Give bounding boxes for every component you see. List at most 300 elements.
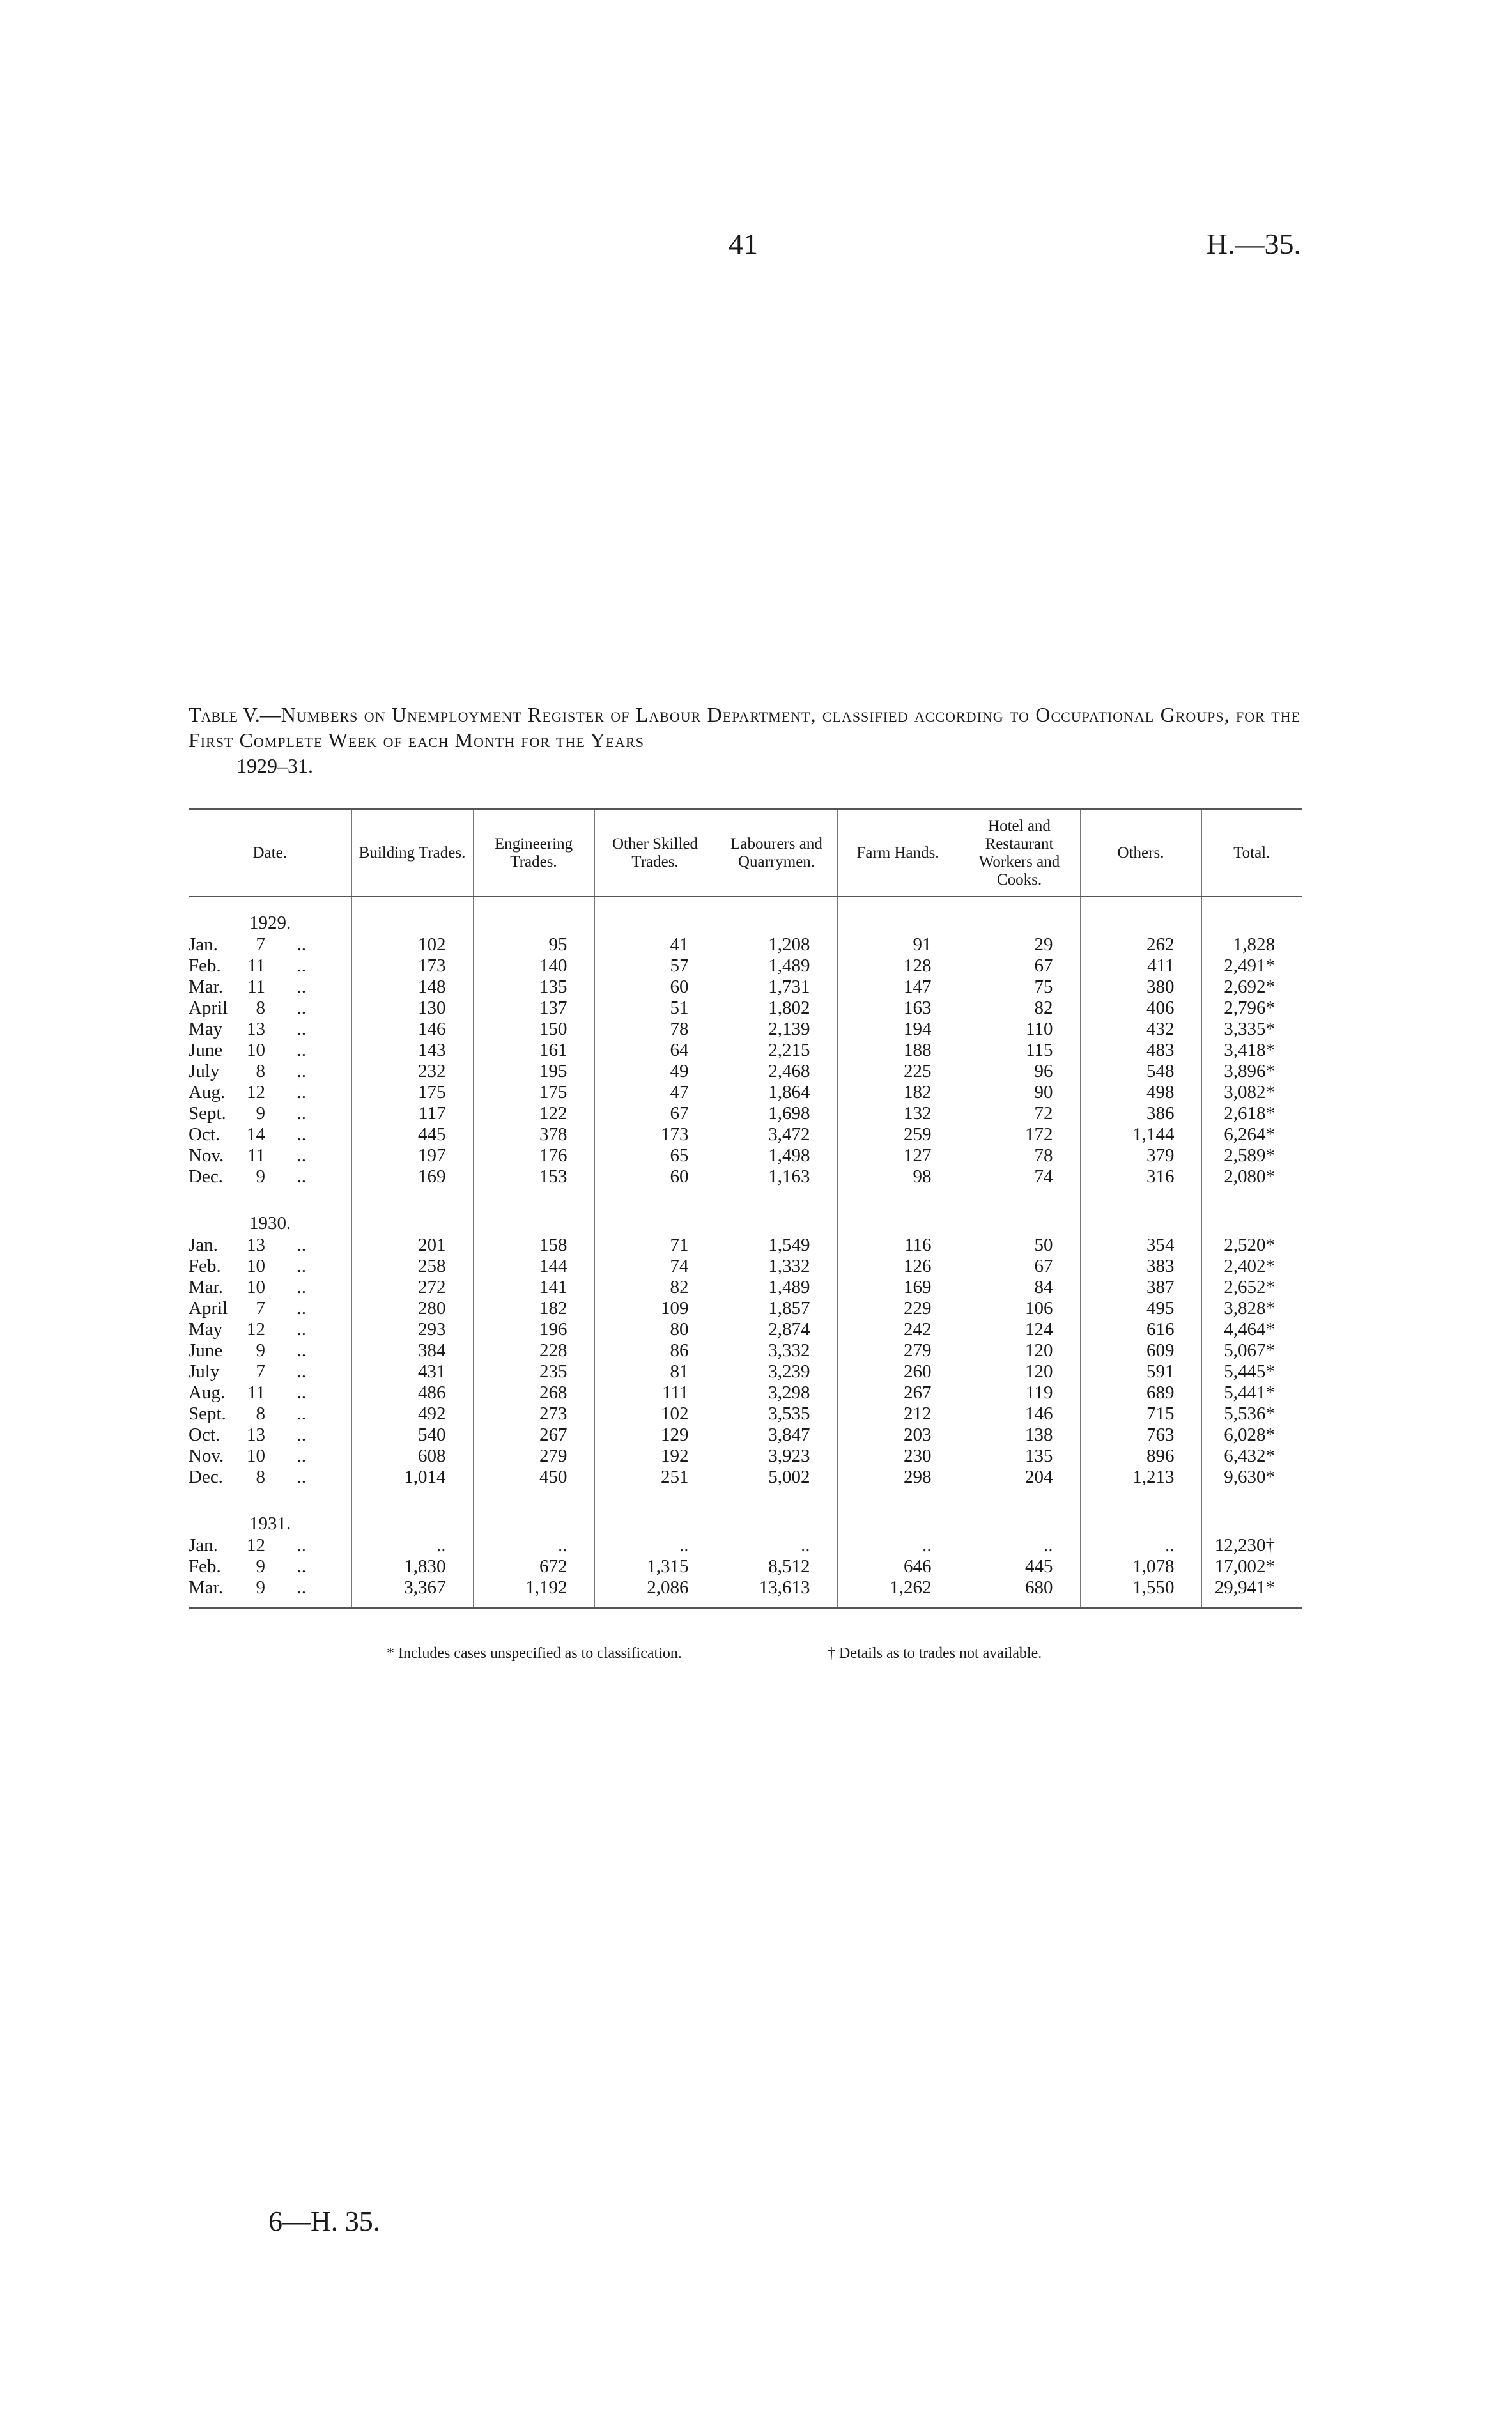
value-cell: 5,067*: [1201, 1340, 1302, 1361]
value-cell: 763: [1080, 1425, 1201, 1446]
value-cell: 212: [837, 1403, 959, 1425]
table-row: [189, 1577, 1302, 1608]
value-cell: 173: [594, 1124, 716, 1145]
month-label: Feb.: [189, 1556, 221, 1577]
value-cell: 176: [473, 1145, 594, 1166]
value-cell: 74: [959, 1166, 1080, 1187]
value-cell: 106: [959, 1298, 1080, 1319]
value-cell: 175: [473, 1082, 594, 1103]
value-cell: 2,874: [716, 1319, 837, 1340]
leader-dots: ..: [297, 1277, 306, 1297]
year-label: 1930.: [249, 1213, 291, 1233]
leader-dots: ..: [297, 1340, 306, 1361]
month-label: Dec.: [189, 1166, 223, 1187]
value-cell: 540: [351, 1425, 473, 1446]
value-cell: 163: [837, 998, 959, 1019]
value-cell: 260: [837, 1361, 959, 1382]
day-label: 11: [247, 977, 265, 997]
month-label: Feb.: [189, 1256, 221, 1276]
value-cell: 60: [594, 977, 716, 998]
value-cell: 1,498: [716, 1145, 837, 1166]
month-label: April: [189, 1298, 228, 1318]
table-row: [189, 1103, 1302, 1124]
value-cell: 144: [473, 1256, 594, 1277]
month-label: Nov.: [189, 1145, 224, 1166]
value-cell: 194: [837, 1019, 959, 1040]
day-label: 9: [256, 1577, 265, 1598]
value-cell: 90: [959, 1082, 1080, 1103]
value-cell: 5,002: [716, 1467, 837, 1488]
month-label: April: [189, 998, 228, 1018]
day-label: 9: [256, 1103, 265, 1124]
value-cell: 129: [594, 1425, 716, 1446]
value-cell: 57: [594, 955, 716, 977]
value-cell: 203: [837, 1425, 959, 1446]
value-cell: 8,512: [716, 1556, 837, 1577]
month-label: Jan.: [189, 1235, 218, 1255]
header-engineering-trades: Engineering Trades.: [473, 809, 594, 897]
value-cell: 192: [594, 1446, 716, 1467]
value-cell: 387: [1080, 1277, 1201, 1298]
year-row: [189, 906, 1302, 934]
value-cell: 1,489: [716, 955, 837, 977]
value-cell: 251: [594, 1467, 716, 1488]
value-cell: 2,692*: [1201, 977, 1302, 998]
leader-dots: ..: [297, 1298, 306, 1318]
value-cell: 450: [473, 1467, 594, 1488]
value-cell: 411: [1080, 955, 1201, 977]
leader-dots: ..: [297, 1103, 306, 1124]
month-label: Dec.: [189, 1467, 223, 1487]
value-cell: 548: [1080, 1061, 1201, 1082]
value-cell: 146: [351, 1019, 473, 1040]
date-cell: [189, 1040, 351, 1061]
day-label: 10: [247, 1040, 265, 1060]
value-cell: 259: [837, 1124, 959, 1145]
value-cell: 1,078: [1080, 1556, 1201, 1577]
value-cell: 6,264*: [1201, 1124, 1302, 1145]
value-cell: 135: [473, 977, 594, 998]
value-cell: 232: [351, 1061, 473, 1082]
year-label: 1929.: [249, 913, 291, 933]
value-cell: 230: [837, 1446, 959, 1467]
header-hotel-workers: Hotel and Restaurant Workers and Cooks.: [959, 809, 1080, 897]
value-cell: 140: [473, 955, 594, 977]
day-label: 7: [256, 1298, 265, 1318]
day-label: 11: [247, 1382, 265, 1403]
value-cell: 75: [959, 977, 1080, 998]
value-cell: 432: [1080, 1019, 1201, 1040]
leader-dots: ..: [297, 1040, 306, 1060]
date-cell: [189, 1535, 351, 1556]
table-row: [189, 1061, 1302, 1082]
value-cell: 82: [959, 998, 1080, 1019]
value-cell: 445: [959, 1556, 1080, 1577]
year-row: [189, 1207, 1302, 1235]
leader-dots: ..: [297, 1556, 306, 1577]
value-cell: 130: [351, 998, 473, 1019]
value-cell: ..: [473, 1535, 594, 1556]
value-cell: 273: [473, 1403, 594, 1425]
value-cell: 109: [594, 1298, 716, 1319]
table-row: [189, 1319, 1302, 1340]
day-label: 13: [247, 1019, 265, 1039]
value-cell: 3,332: [716, 1340, 837, 1361]
value-cell: 120: [959, 1340, 1080, 1361]
date-cell: [189, 1340, 351, 1361]
value-cell: 141: [473, 1277, 594, 1298]
leader-dots: ..: [297, 1535, 306, 1556]
table-row: [189, 1124, 1302, 1145]
value-cell: 2,618*: [1201, 1103, 1302, 1124]
value-cell: 13,613: [716, 1577, 837, 1608]
value-cell: 406: [1080, 998, 1201, 1019]
value-cell: ..: [959, 1535, 1080, 1556]
value-cell: 1,828: [1201, 934, 1302, 955]
leader-dots: ..: [297, 1382, 306, 1403]
date-cell: [189, 1256, 351, 1277]
value-cell: 64: [594, 1040, 716, 1061]
value-cell: 2,652*: [1201, 1277, 1302, 1298]
value-cell: 378: [473, 1124, 594, 1145]
table-row: [189, 1425, 1302, 1446]
month-label: Mar.: [189, 1577, 223, 1598]
value-cell: 17,002*: [1201, 1556, 1302, 1577]
value-cell: 229: [837, 1298, 959, 1319]
page-signature: 6—H. 35.: [268, 2206, 380, 2237]
table-row: [189, 1082, 1302, 1103]
value-cell: 3,535: [716, 1403, 837, 1425]
day-label: 9: [256, 1556, 265, 1577]
value-cell: 1,315: [594, 1556, 716, 1577]
value-cell: 96: [959, 1061, 1080, 1082]
value-cell: ..: [1080, 1535, 1201, 1556]
value-cell: 268: [473, 1382, 594, 1403]
year-row: [189, 1507, 1302, 1535]
value-cell: 1,830: [351, 1556, 473, 1577]
value-cell: ..: [351, 1535, 473, 1556]
date-cell: [189, 1124, 351, 1145]
table-row: [189, 1040, 1302, 1061]
table-row: [189, 977, 1302, 998]
table-row: [189, 1446, 1302, 1467]
value-cell: 84: [959, 1277, 1080, 1298]
value-cell: 3,239: [716, 1361, 837, 1382]
value-cell: 1,489: [716, 1277, 837, 1298]
month-label: Nov.: [189, 1446, 224, 1466]
header-row: [189, 809, 1302, 897]
header-others: Others.: [1080, 809, 1201, 897]
value-cell: 228: [473, 1340, 594, 1361]
value-cell: 117: [351, 1103, 473, 1124]
value-cell: 122: [473, 1103, 594, 1124]
day-label: 10: [247, 1446, 265, 1466]
header-other-skilled-trades: Other Skilled Trades.: [594, 809, 716, 897]
month-label: Aug.: [189, 1382, 226, 1403]
document-reference: H.—35.: [1206, 228, 1301, 260]
value-cell: 609: [1080, 1340, 1201, 1361]
leader-dots: ..: [297, 1403, 306, 1424]
day-label: 11: [247, 1145, 265, 1166]
leader-dots: ..: [297, 1577, 306, 1598]
value-cell: 386: [1080, 1103, 1201, 1124]
value-cell: 47: [594, 1082, 716, 1103]
day-label: 9: [256, 1166, 265, 1187]
group-gap-row: [189, 1488, 1302, 1507]
table-row: [189, 1467, 1302, 1488]
value-cell: 124: [959, 1319, 1080, 1340]
leader-dots: ..: [297, 1235, 306, 1255]
page-number: 41: [729, 228, 758, 260]
header-building-trades: Building Trades.: [351, 809, 473, 897]
value-cell: 2,589*: [1201, 1145, 1302, 1166]
leader-dots: ..: [297, 1319, 306, 1340]
value-cell: 60: [594, 1166, 716, 1187]
table-row: [189, 1382, 1302, 1403]
value-cell: 169: [351, 1166, 473, 1187]
value-cell: 267: [837, 1382, 959, 1403]
value-cell: 91: [837, 934, 959, 955]
value-cell: 82: [594, 1277, 716, 1298]
value-cell: 3,896*: [1201, 1061, 1302, 1082]
value-cell: 280: [351, 1298, 473, 1319]
date-cell: [189, 1446, 351, 1467]
day-label: 14: [247, 1124, 265, 1145]
value-cell: 316: [1080, 1166, 1201, 1187]
value-cell: 95: [473, 934, 594, 955]
table-row: [189, 1340, 1302, 1361]
value-cell: ..: [594, 1535, 716, 1556]
leader-dots: ..: [297, 955, 306, 976]
leader-dots: ..: [297, 1124, 306, 1145]
table-row: [189, 998, 1302, 1019]
date-cell: [189, 1382, 351, 1403]
value-cell: 5,536*: [1201, 1403, 1302, 1425]
value-cell: 182: [837, 1082, 959, 1103]
group-gap-row: [189, 1187, 1302, 1207]
day-label: 10: [247, 1256, 265, 1276]
value-cell: 431: [351, 1361, 473, 1382]
table-row: [189, 934, 1302, 955]
date-cell: [189, 1145, 351, 1166]
value-cell: 196: [473, 1319, 594, 1340]
day-label: 11: [247, 955, 265, 976]
value-cell: 67: [594, 1103, 716, 1124]
day-label: 7: [256, 934, 265, 955]
month-label: Oct.: [189, 1425, 220, 1445]
value-cell: 29: [959, 934, 1080, 955]
month-label: Jan.: [189, 934, 218, 955]
value-cell: 6,028*: [1201, 1425, 1302, 1446]
month-label: June: [189, 1340, 223, 1361]
value-cell: 137: [473, 998, 594, 1019]
value-cell: 267: [473, 1425, 594, 1446]
value-cell: 616: [1080, 1319, 1201, 1340]
value-cell: 3,367: [351, 1577, 473, 1608]
value-cell: 72: [959, 1103, 1080, 1124]
value-cell: 1,014: [351, 1467, 473, 1488]
date-cell: [189, 1577, 351, 1608]
table-row: [189, 1145, 1302, 1166]
day-label: 12: [247, 1535, 265, 1556]
value-cell: 354: [1080, 1235, 1201, 1256]
date-cell: [189, 1019, 351, 1040]
leader-dots: ..: [297, 934, 306, 955]
value-cell: 383: [1080, 1256, 1201, 1277]
date-cell: [189, 1319, 351, 1340]
spacer-row: [189, 897, 1302, 906]
value-cell: 110: [959, 1019, 1080, 1040]
month-label: June: [189, 1040, 223, 1060]
value-cell: 1,208: [716, 934, 837, 955]
value-cell: 138: [959, 1425, 1080, 1446]
leader-dots: ..: [297, 1145, 306, 1166]
value-cell: 1,144: [1080, 1124, 1201, 1145]
value-cell: 188: [837, 1040, 959, 1061]
day-label: 9: [256, 1340, 265, 1361]
value-cell: 384: [351, 1340, 473, 1361]
value-cell: 158: [473, 1235, 594, 1256]
value-cell: 608: [351, 1446, 473, 1467]
table-row: [189, 1235, 1302, 1256]
date-cell: [189, 1361, 351, 1382]
value-cell: 9,630*: [1201, 1467, 1302, 1488]
value-cell: 3,418*: [1201, 1040, 1302, 1061]
value-cell: 172: [959, 1124, 1080, 1145]
value-cell: 67: [959, 1256, 1080, 1277]
month-label: Mar.: [189, 977, 223, 997]
value-cell: 896: [1080, 1446, 1201, 1467]
value-cell: 4,464*: [1201, 1319, 1302, 1340]
value-cell: 646: [837, 1556, 959, 1577]
date-cell: [189, 1103, 351, 1124]
date-cell: [189, 1425, 351, 1446]
value-cell: 86: [594, 1340, 716, 1361]
value-cell: 128: [837, 955, 959, 977]
table-body: [189, 897, 1302, 1608]
value-cell: 71: [594, 1235, 716, 1256]
value-cell: 3,335*: [1201, 1019, 1302, 1040]
table-row: [189, 1535, 1302, 1556]
leader-dots: ..: [297, 1166, 306, 1187]
value-cell: 689: [1080, 1382, 1201, 1403]
leader-dots: ..: [297, 1082, 306, 1102]
value-cell: 1,802: [716, 998, 837, 1019]
table-caption-years: 1929–31.: [236, 754, 313, 777]
value-cell: 2,796*: [1201, 998, 1302, 1019]
date-cell: [189, 1082, 351, 1103]
value-cell: 169: [837, 1277, 959, 1298]
value-cell: 483: [1080, 1040, 1201, 1061]
value-cell: 127: [837, 1145, 959, 1166]
day-label: 8: [256, 1467, 265, 1487]
unemployment-table: [189, 808, 1302, 1609]
value-cell: 5,445*: [1201, 1361, 1302, 1382]
value-cell: 147: [837, 977, 959, 998]
value-cell: 41: [594, 934, 716, 955]
leader-dots: ..: [297, 1467, 306, 1487]
date-cell: [189, 934, 351, 955]
value-cell: 161: [473, 1040, 594, 1061]
month-label: July: [189, 1061, 220, 1081]
value-cell: 680: [959, 1577, 1080, 1608]
month-label: Oct.: [189, 1124, 220, 1145]
value-cell: 115: [959, 1040, 1080, 1061]
value-cell: ..: [716, 1535, 837, 1556]
value-cell: 258: [351, 1256, 473, 1277]
value-cell: 98: [837, 1166, 959, 1187]
table-row: [189, 1361, 1302, 1382]
month-label: Sept.: [189, 1103, 226, 1124]
value-cell: 298: [837, 1467, 959, 1488]
leader-dots: ..: [297, 1425, 306, 1445]
day-label: 10: [247, 1277, 265, 1297]
value-cell: 146: [959, 1403, 1080, 1425]
leader-dots: ..: [297, 1446, 306, 1466]
value-cell: 3,472: [716, 1124, 837, 1145]
value-cell: 3,923: [716, 1446, 837, 1467]
table-caption-lead: Table V.: [189, 703, 260, 726]
value-cell: 279: [837, 1340, 959, 1361]
value-cell: 195: [473, 1061, 594, 1082]
value-cell: 135: [959, 1446, 1080, 1467]
month-label: May: [189, 1019, 223, 1039]
value-cell: 2,491*: [1201, 955, 1302, 977]
day-label: 12: [247, 1319, 265, 1340]
day-label: 8: [256, 1403, 265, 1424]
value-cell: 173: [351, 955, 473, 977]
leader-dots: ..: [297, 1019, 306, 1039]
value-cell: 1,213: [1080, 1467, 1201, 1488]
value-cell: 78: [594, 1019, 716, 1040]
value-cell: 492: [351, 1403, 473, 1425]
leader-dots: ..: [297, 998, 306, 1018]
value-cell: 1,262: [837, 1577, 959, 1608]
value-cell: 380: [1080, 977, 1201, 998]
value-cell: ..: [837, 1535, 959, 1556]
value-cell: 2,215: [716, 1040, 837, 1061]
value-cell: 3,828*: [1201, 1298, 1302, 1319]
value-cell: 1,864: [716, 1082, 837, 1103]
table-row: [189, 1298, 1302, 1319]
value-cell: 272: [351, 1277, 473, 1298]
value-cell: 3,082*: [1201, 1082, 1302, 1103]
header-labourers-quarrymen: Labourers and Quarrymen.: [716, 809, 837, 897]
value-cell: 29,941*: [1201, 1577, 1302, 1608]
value-cell: 6,432*: [1201, 1446, 1302, 1467]
header-date: Date.: [189, 809, 351, 897]
month-label: July: [189, 1361, 220, 1382]
table-row: [189, 1277, 1302, 1298]
value-cell: 379: [1080, 1145, 1201, 1166]
leader-dots: ..: [297, 1256, 306, 1276]
month-label: Sept.: [189, 1403, 226, 1424]
value-cell: 2,080*: [1201, 1166, 1302, 1187]
leader-dots: ..: [297, 1061, 306, 1081]
value-cell: 235: [473, 1361, 594, 1382]
table-row: [189, 1256, 1302, 1277]
value-cell: 65: [594, 1145, 716, 1166]
value-cell: 498: [1080, 1082, 1201, 1103]
value-cell: 495: [1080, 1298, 1201, 1319]
month-label: May: [189, 1319, 223, 1340]
value-cell: 150: [473, 1019, 594, 1040]
value-cell: 78: [959, 1145, 1080, 1166]
value-cell: 148: [351, 977, 473, 998]
month-label: Jan.: [189, 1535, 218, 1556]
value-cell: 102: [594, 1403, 716, 1425]
date-cell: [189, 955, 351, 977]
